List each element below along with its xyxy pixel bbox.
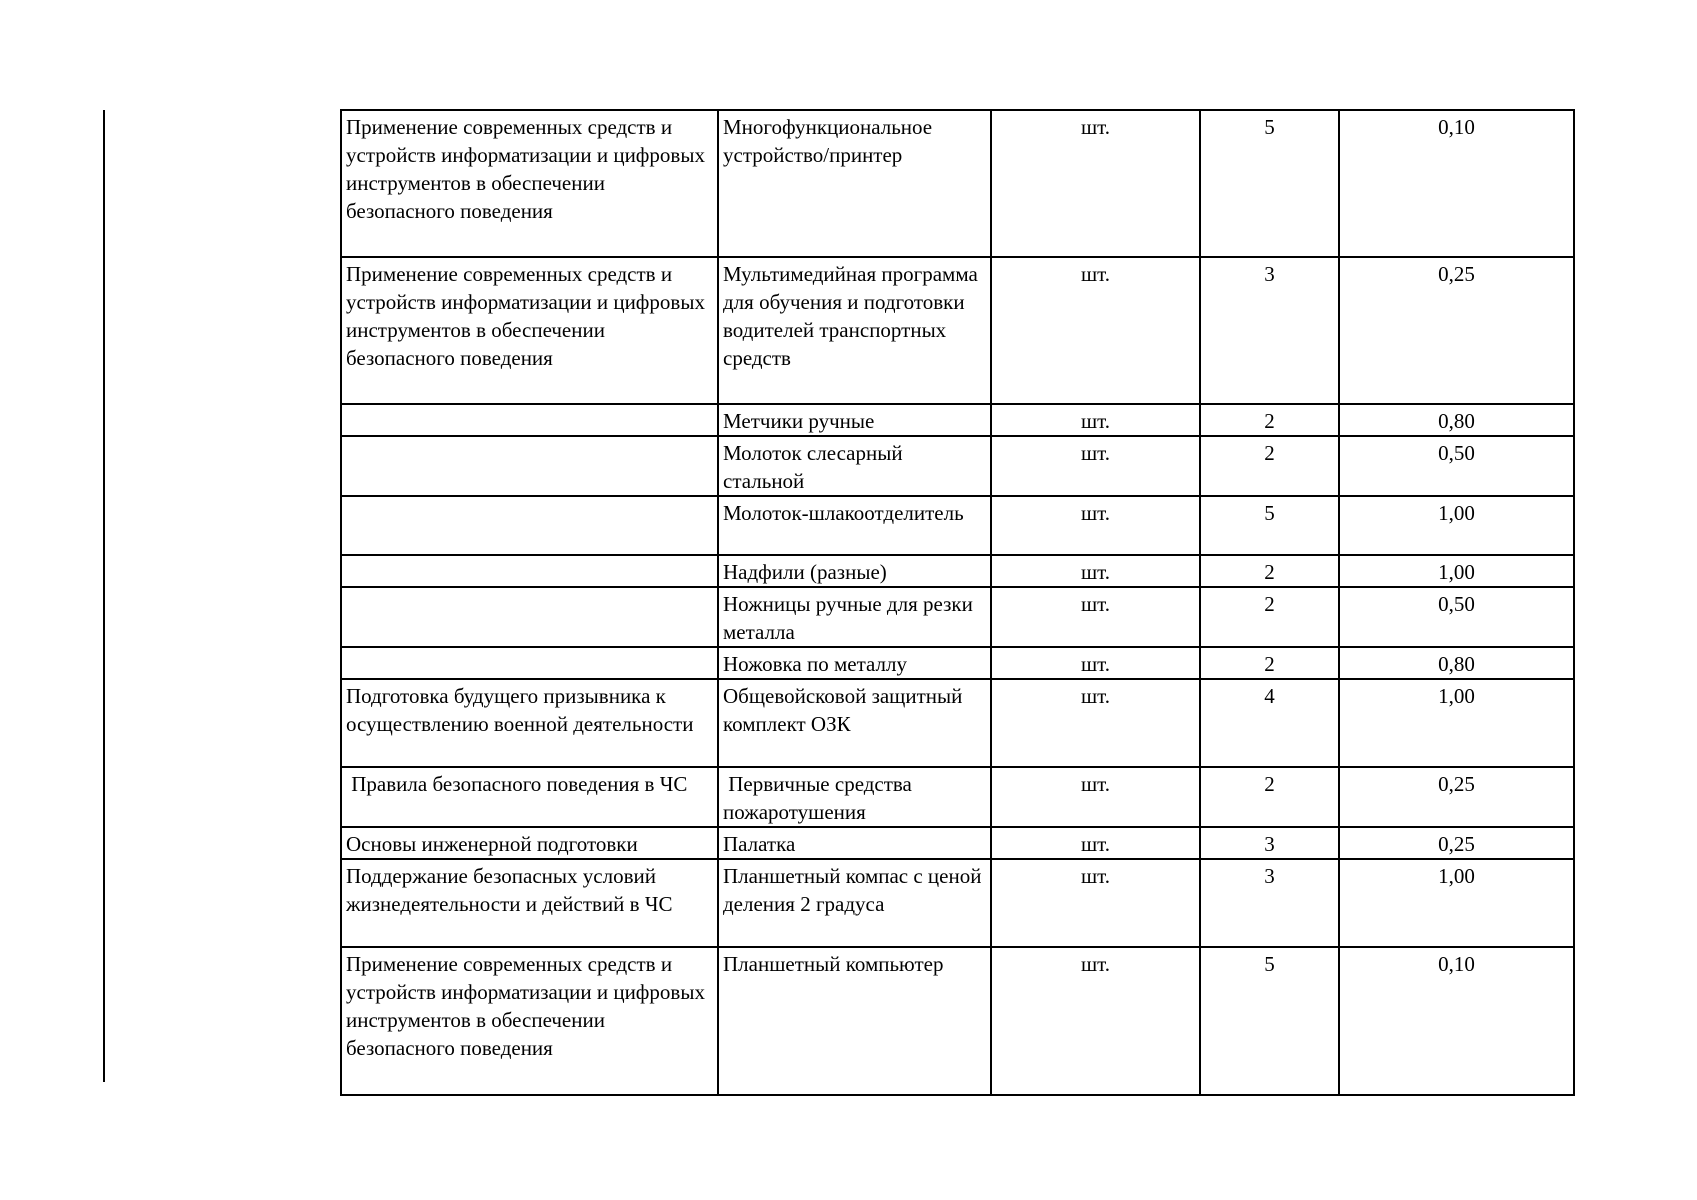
unit-cell: шт. — [991, 436, 1200, 496]
coefficient-cell: 0,10 — [1339, 947, 1574, 1095]
quantity-cell: 2 — [1200, 767, 1339, 827]
coefficient-cell: 0,25 — [1339, 257, 1574, 404]
coefficient-cell: 1,00 — [1339, 555, 1574, 587]
topic-cell: Применение современных средств и устройств информатизации и цифровых инструментов в обеспечении безопасного поведения — [341, 947, 718, 1095]
table-row — [341, 110, 1574, 257]
topic-cell — [341, 587, 718, 647]
quantity-cell: 3 — [1200, 859, 1339, 947]
item-cell: Молоток-шлакоотделитель — [718, 496, 991, 555]
unit-cell: шт. — [991, 767, 1200, 827]
table-row — [341, 404, 1574, 436]
unit-cell: шт. — [991, 555, 1200, 587]
coefficient-cell: 1,00 — [1339, 679, 1574, 767]
item-cell: Многофункциональное устройство/принтер — [718, 110, 991, 257]
quantity-cell: 2 — [1200, 647, 1339, 679]
coefficient-cell: 0,50 — [1339, 436, 1574, 496]
quantity-cell: 5 — [1200, 947, 1339, 1095]
topic-cell — [341, 647, 718, 679]
coefficient-cell: 0,80 — [1339, 647, 1574, 679]
coefficient-cell: 0,10 — [1339, 110, 1574, 257]
quantity-cell: 5 — [1200, 110, 1339, 257]
unit-cell: шт. — [991, 647, 1200, 679]
coefficient-cell: 1,00 — [1339, 859, 1574, 947]
topic-cell — [341, 496, 718, 555]
item-cell: Ножовка по металлу — [718, 647, 991, 679]
table-row — [341, 257, 1574, 404]
table-row — [341, 436, 1574, 496]
equipment-table — [340, 109, 1575, 1096]
item-cell: Метчики ручные — [718, 404, 991, 436]
coefficient-cell: 0,25 — [1339, 827, 1574, 859]
quantity-cell: 2 — [1200, 555, 1339, 587]
unit-cell: шт. — [991, 496, 1200, 555]
table-row — [341, 679, 1574, 767]
table-row — [341, 947, 1574, 1095]
coefficient-cell: 0,80 — [1339, 404, 1574, 436]
table-row — [341, 587, 1574, 647]
table-row — [341, 827, 1574, 859]
topic-cell: Правила безопасного поведения в ЧС — [341, 767, 718, 827]
item-cell: Молоток слесарный стальной — [718, 436, 991, 496]
topic-cell — [341, 555, 718, 587]
unit-cell: шт. — [991, 110, 1200, 257]
table-row — [341, 859, 1574, 947]
unit-cell: шт. — [991, 257, 1200, 404]
coefficient-cell: 1,00 — [1339, 496, 1574, 555]
table-row — [341, 555, 1574, 587]
topic-cell: Применение современных средств и устройств информатизации и цифровых инструментов в обеспечении безопасного поведения — [341, 257, 718, 404]
topic-cell: Поддержание безопасных условий жизнедеятельности и действий в ЧС — [341, 859, 718, 947]
quantity-cell: 2 — [1200, 587, 1339, 647]
quantity-cell: 3 — [1200, 257, 1339, 404]
topic-cell: Основы инженерной подготовки — [341, 827, 718, 859]
table-row — [341, 496, 1574, 555]
page-margin-line — [103, 110, 105, 1082]
unit-cell: шт. — [991, 827, 1200, 859]
item-cell: Планшетный компас с ценой деления 2 градуса — [718, 859, 991, 947]
unit-cell: шт. — [991, 404, 1200, 436]
item-cell: Палатка — [718, 827, 991, 859]
coefficient-cell: 0,25 — [1339, 767, 1574, 827]
quantity-cell: 3 — [1200, 827, 1339, 859]
quantity-cell: 4 — [1200, 679, 1339, 767]
unit-cell: шт. — [991, 859, 1200, 947]
item-cell: Первичные средства пожаротушения — [718, 767, 991, 827]
coefficient-cell: 0,50 — [1339, 587, 1574, 647]
topic-cell: Подготовка будущего призывника к осуществлению военной деятельности — [341, 679, 718, 767]
quantity-cell: 5 — [1200, 496, 1339, 555]
topic-cell — [341, 436, 718, 496]
item-cell: Общевойсковой защитный комплект ОЗК — [718, 679, 991, 767]
quantity-cell: 2 — [1200, 404, 1339, 436]
item-cell: Планшетный компьютер — [718, 947, 991, 1095]
item-cell: Ножницы ручные для резки металла — [718, 587, 991, 647]
topic-cell — [341, 404, 718, 436]
unit-cell: шт. — [991, 947, 1200, 1095]
item-cell: Мультимедийная программа для обучения и подготовки водителей транспортных средств — [718, 257, 991, 404]
topic-cell: Применение современных средств и устройств информатизации и цифровых инструментов в обеспечении безопасного поведения — [341, 110, 718, 257]
table-row — [341, 767, 1574, 827]
unit-cell: шт. — [991, 587, 1200, 647]
table-row — [341, 647, 1574, 679]
item-cell: Надфили (разные) — [718, 555, 991, 587]
quantity-cell: 2 — [1200, 436, 1339, 496]
unit-cell: шт. — [991, 679, 1200, 767]
